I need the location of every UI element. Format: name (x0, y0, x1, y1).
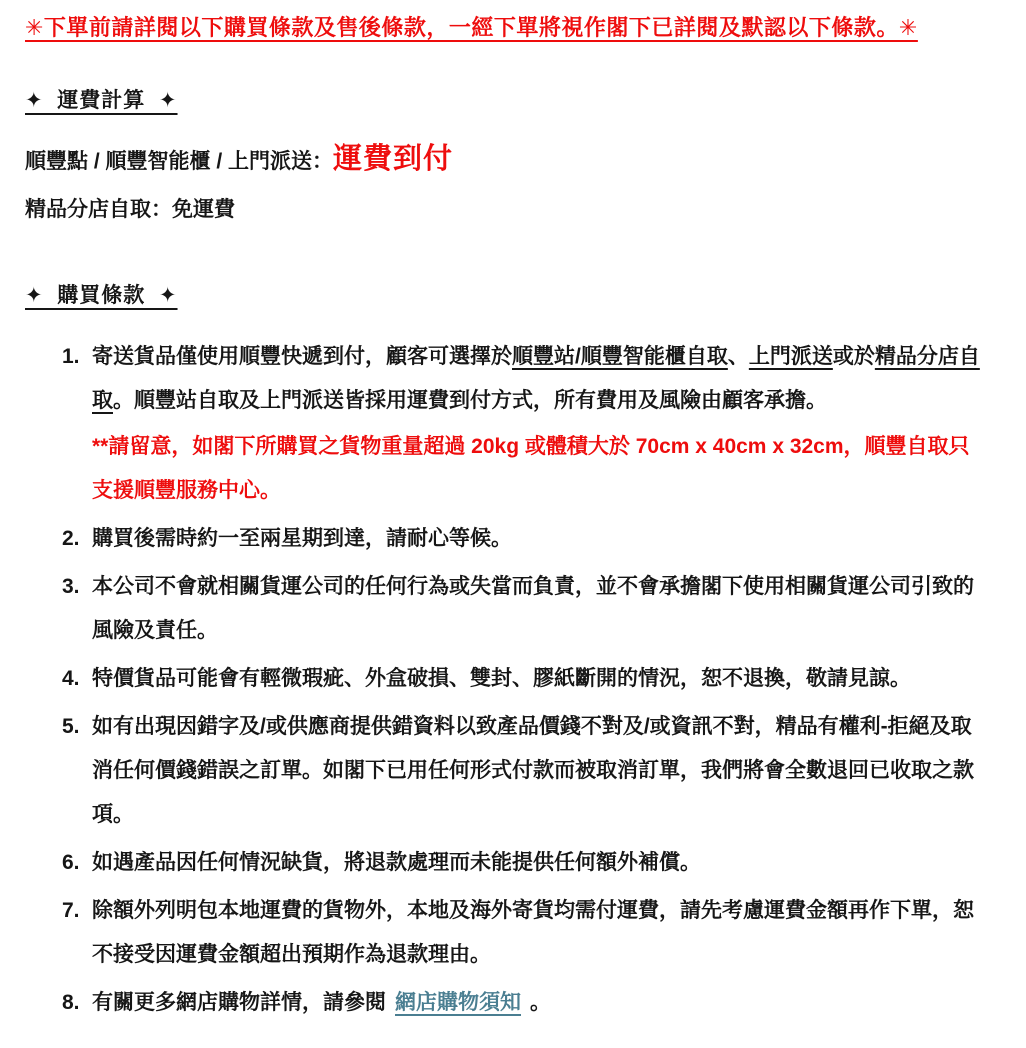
item-text: 購買後需時約一至兩星期到達，請耐心等候。 (92, 527, 512, 550)
item-text: 如遇產品因任何情況缺貨，將退款處理而未能提供任何額外補償。 (92, 851, 701, 874)
item-number: 4. (62, 667, 80, 690)
term-item-6 (62, 841, 998, 885)
shipping-heading: ✦ 運費計算 ✦ (25, 89, 178, 112)
item-1-segment: 或於 (832, 345, 875, 368)
term-item-7 (62, 889, 998, 977)
shipping-section (25, 88, 998, 114)
item-number: 7. (62, 899, 80, 922)
term-item-1 (62, 335, 998, 513)
term-item-2 (62, 517, 998, 561)
item-1-underlined-home-delivery: 上門派送 (748, 345, 833, 368)
item-1-segment: 。順豐站自取及上門派送皆採用運費到付方式，所有費用及風險由顧客承擔。 (113, 389, 827, 412)
item-text: 特價貨品可能會有輕微瑕疵、外盒破損、雙封、膠紙斷開的情況，恕不退換，敬請見諒。 (92, 667, 911, 690)
item-text (92, 335, 990, 513)
term-item-3 (62, 565, 998, 653)
item-number: 2. (62, 527, 80, 550)
item-number: 6. (62, 851, 80, 874)
weight-size-warning-note: **請留意，如閣下所購買之貨物重量超過 20kg 或體積大於 70cm x 40cm x 32cm，順豐自取只支援順豐服務中心。 (92, 435, 970, 502)
item-text: 如有出現因錯字及/或供應商提供錯資料以致產品價錢不對及/或資訊不對，精品有權利-拒絕及取消任何價錢錯誤之訂單。如閣下已用任何形式付款而被取消訂單，我們將會全數退回已收取之款項。 (92, 715, 974, 826)
item-8-prefix: 有關更多網店購物詳情，請參閱 (92, 991, 386, 1014)
terms-section (25, 283, 998, 309)
shipping-methods-line (25, 142, 998, 179)
item-text: 除額外列明包本地運費的貨物外，本地及海外寄貨均需付運費，請先考慮運費金額再作下單，恕不接受因運費金額超出預期作為退款理由。 (92, 899, 974, 966)
item-text (92, 981, 990, 1025)
store-pickup-line: 精品分店自取：免運費 (25, 198, 235, 221)
item-number: 8. (62, 991, 80, 1014)
item-1-underlined-pickup-options: 順豐站/順豐智能櫃自取 (512, 345, 728, 368)
item-number: 1. (62, 345, 80, 368)
term-item-5 (62, 705, 998, 837)
term-item-8 (62, 981, 998, 1025)
item-number: 3. (62, 575, 80, 598)
item-text: 本公司不會就相關貨運公司的任何行為或失當而負責，並不會承擔閣下使用相關貨運公司引致的風險及責任。 (92, 575, 974, 642)
item-1-underlined-store-pickup: 精品分店自取 (92, 345, 980, 412)
shipping-cod-value: 運費到付 (333, 143, 454, 175)
item-1-segment: 寄送貨品僅使用順豐快遞到付，顧客可選擇於 (92, 345, 512, 368)
term-item-4 (62, 657, 998, 701)
shipping-methods-label: 順豐點 / 順豐智能櫃 / 上門派送： (25, 150, 334, 173)
top-notice: ✳下單前請詳閱以下購買條款及售後條款，一經下單將視作閣下已詳閱及默認以下條款。✳ (25, 15, 918, 40)
terms-list (25, 335, 998, 1025)
terms-heading: ✦ 購買條款 ✦ (25, 284, 178, 307)
item-number: 5. (62, 715, 80, 738)
item-1-segment: 、 (727, 345, 749, 368)
item-8-suffix: 。 (530, 991, 551, 1014)
online-shopping-guide-link[interactable]: 網店購物須知 (395, 991, 521, 1014)
